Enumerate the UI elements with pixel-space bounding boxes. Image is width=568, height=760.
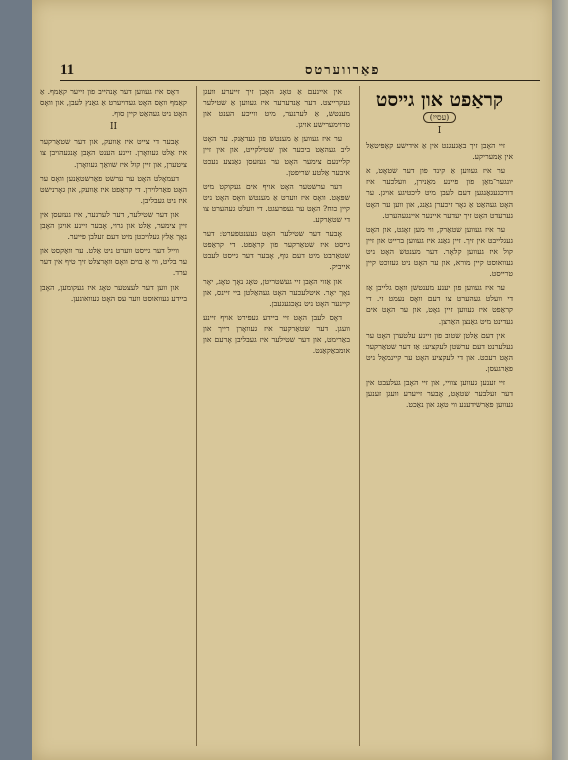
paragraph: ער איז געווען פון יענע מענטשן וואָס גלייבן אַז די וועלט געהערט צו דעם וואָס נעמט זי. די קראַפט איז געווען זיין גאָט, און ער האָט אים געדינט מיט גאַנצן האַרצן. (366, 283, 513, 326)
column-left (40, 86, 187, 746)
journal-name: פאַרווערטס (305, 63, 381, 78)
scanner-edge (552, 0, 568, 760)
paragraph: און אַזוי האָבן זיי געשטריטן, טאָג נאָך טאָג, יאָר נאָך יאָר. איטלעכער האָט געהאַלטן ביי זיינס, און קיינער האָט ניט נאָכגעגעבן. (203, 276, 350, 308)
paragraph: ער איז געווען שטאַרק, ווי מען זאָגט, און האָט געגלייבט אין זיך. זיין גאַנג איז געווען ברייט און זיין קול איז געווען קלאָר. דער מענטש האָט ניט געוואוסט קיין מורא, און ער האָט ניט געזוכט קיין טרייסט. (366, 224, 513, 279)
column-right (366, 86, 513, 746)
paragraph: אָבער די צייט איז אַוועק, און דער שטאַרקער איז אַלט געוואָרן. זיינע הענט האָבן אָנגעהויבן צו ציטערן, און זיין קול איז שוואַך געוואָרן. (40, 137, 187, 169)
column-divider (196, 86, 197, 746)
paragraph: דער ערשטער האָט אויף אים געקוקט מיט שפּאָט. וואָס איז ווערט אַ מענטש וואָס האָט ניט קיין כוח? האָט ער געפרעגט. די וועלט געהערט צו די שטאַרקע. (203, 181, 350, 225)
byline-label: (עסייִ) (423, 112, 457, 123)
paragraph: אין איינעם אַ טאָג האָבן זיך זייערע וועגן געקרייצט. דער אַנדערער איז געווען אַ שטילער מענטש, אַ לערנער, מיט ווייכע הענט און טרוימערישע אויגן. (203, 87, 350, 130)
paragraph: ער איז געווען אַ קינד פון דער שטאָט, א יונגער־מאַן פון פיינע מאַנירן, וועלכער איז דורכגעגאַנגען דעם לעבן מיט ליכטיגע אויגן. ער האָט געהאַט אַ גאָר זיכערן גאַנג, און ווען ער האָט גערעדט האָט זיך יעדער איינער איינגעהערט. (366, 166, 513, 220)
paragraph: דאָס לעבן האָט זיי ביידע געפירט אויף זיינע וועגן. דער שטאַרקער איז געוואָרן רייך און באַרימט, און דער שטילער איז געבליבן אָרעם און אומבאַקאַנט. (203, 312, 350, 356)
paragraph: און דער שטילער, דער לערנער, איז געזעסן אין זיין צימער, אַלט און גרוי, אָבער זיינע אויגן האָבן נאָך אַלץ געלויכטן מיט דעם זעלבן פייער. (40, 209, 187, 242)
section-number: II (109, 122, 118, 133)
column-middle (203, 86, 350, 746)
paragraph: און ווען דער לעצטער טאָג איז געקומען, האָבן ביידע געוואוסט ווער עס האָט געוואונען. (40, 282, 187, 303)
paragraph: אָבער דער שטילער האָט געענטפערט: דער גייסט איז שטאַרקער פון קראַפט. די קראַפט שטאַרבט מיט דעם גוף, אָבער דער גייסט לעבט אייביק. (203, 229, 350, 272)
paragraph: זיי זענען געווען צוויי, און זיי האָבן געלעבט אין דער זעלבער שטאָט, אָבער זייערע וועגן זענען געווען פאַרשידענע ווי טאָג און נאַכט. (366, 377, 513, 410)
page-header (60, 62, 540, 81)
section-number: I (437, 126, 442, 136)
page-number: 11 (60, 62, 75, 78)
column-divider (359, 86, 360, 746)
paragraph: זיי האָבן זיך באַגעגנט אין אַ אידישע קאָפּיטאַל אין אַמעריקע. (366, 141, 513, 162)
paragraph: דאָס איז געווען דער אָנהייב פון זייער קאַמף. אַ קאַמף וואָס האָט געדויערט אַ גאַנץ לעבן, און וואָס האָט ניט געהאַט קיין סוף. (40, 87, 187, 119)
article-byline (366, 113, 513, 122)
article-title: קראַפט און גייסט (375, 89, 504, 111)
paragraph: אין דעם אַלטן שטוב פון זיינע עלטערן האָט ער געלערנט דעם ערשטן לעקציע: אַז דער שטאַרקער האָט רעכט. און די לעקציע האָט ער קיינמאָל ניט פאַרגעסן. (366, 330, 513, 373)
paragraph: דעמאָלט האָט ער ערשט פאַרשטאַנען וואָס ער האָט פאַרלוירן. די קראַפט איז אַוועק, און גאָרנישט איז ניט געבליבן. (40, 173, 187, 205)
paragraph: ער איז געווען אַ מענטש פון געדאַנק. ער האָט ליב געהאַט ביכער און שטילקייט, און אין זיין קליינעם צימער האָט ער געזעסן גאַנצע נעכט איבער אַלטע שריפטן. (203, 134, 350, 177)
paragraph: ווייל דער גייסט ווערט ניט אַלט. ער וואַקסט און ער בליט, ווי אַ בוים וואָס וואָרצלט זיך טיף אין דער ערד. (40, 246, 187, 278)
